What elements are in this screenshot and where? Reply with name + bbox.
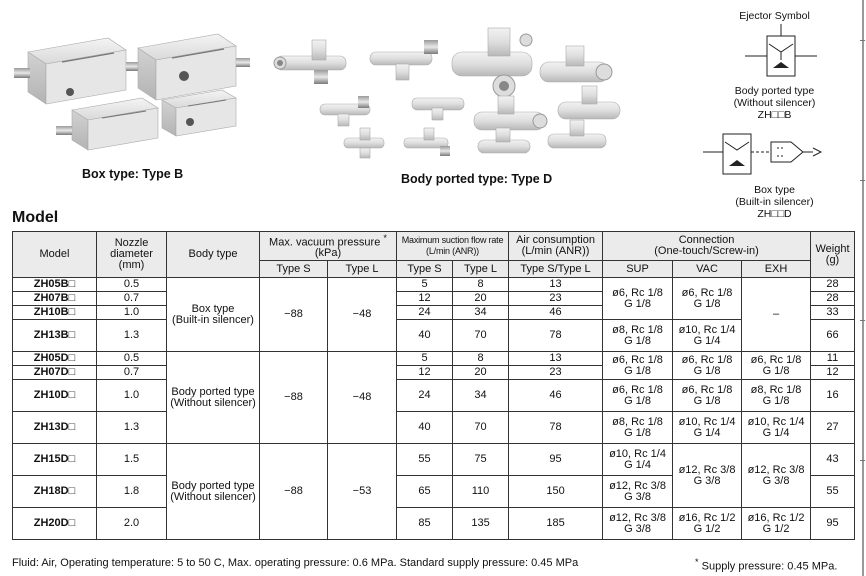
ejector-body-ported-line1: Body ported type [734,85,815,97]
cell-suction-s: 5 [397,352,453,366]
cell-suction-l: 34 [453,380,509,412]
cell-air: 185 [509,508,603,540]
header-vacuum-line2: (kPa) [314,247,342,260]
header-vacuum-type-s: Type S [260,261,328,278]
cell-sup [603,412,673,444]
body-ported-unit-4 [540,46,612,82]
conn-line2: G 1/8 [624,297,651,310]
header-air-line1: Air consumption [516,234,595,246]
header-nozzle-line3: (mm) [118,259,145,271]
cell-model: ZH05B□ [13,278,97,292]
cell-nozzle: 1.0 [97,380,167,412]
cell-sup [603,380,673,412]
conn-line2: G 3/8 [762,474,790,487]
cell-weight: 16 [811,380,855,412]
cell-weight: 28 [811,278,855,292]
header-nozzle-line2: diameter [110,248,153,260]
header-suction-type-l: Type L [453,261,509,278]
edge-tick [860,40,865,41]
conn-line2: G 1/2 [693,522,721,535]
conn-line1: ø6, Rc 1/8 [750,353,802,366]
body-type-line2: (Without silencer) [170,490,256,503]
cell-vac [673,352,742,380]
conn-line2: G 1/8 [693,364,721,377]
ejector-symbol-body-ported [691,24,866,86]
table-row [13,412,855,444]
cell-exh [742,380,811,412]
conn-line1: ø6, Rc 1/8 [681,286,733,299]
cell-suction-l: 70 [453,320,509,352]
ejector-body-ported-line2: (Without silencer) [733,97,816,109]
caption-body-ported-type: Body ported type: Type D [401,172,553,186]
body-ported-unit-6 [412,98,464,120]
cell-nozzle: 1.0 [97,306,167,320]
conn-line2: G 1/4 [693,426,721,439]
page-edge-bar [862,0,864,576]
header-body-type: Body type [167,232,260,278]
conn-line1: ø6, Rc 1/8 [612,383,663,396]
conn-line2: G 1/8 [693,394,721,407]
cell-sup [603,508,673,540]
cell-body-type [167,278,260,352]
cell-weight: 66 [811,320,855,352]
header-sup: SUP [603,261,673,278]
cell-body-type [167,444,260,540]
cell-nozzle: 2.0 [97,508,167,540]
product-photos [0,0,700,200]
cell-vac [673,278,742,320]
edge-tick [860,460,865,461]
conn-line1: ø10, Rc 1/4 [609,447,666,460]
conn-line2: G 1/8 [624,364,651,377]
conn-line2: G 3/8 [624,490,651,503]
cell-suction-l: 20 [453,366,509,380]
cell-vacuum-l: −53 [328,444,397,540]
cell-model: ZH20D□ [13,508,97,540]
cell-sup [603,320,673,352]
cell-vac [673,380,742,412]
cell-vac [673,508,742,540]
cell-suction-s: 24 [397,306,453,320]
header-suction-line2: (L/min (ANR)) [426,246,479,256]
cell-sup [603,444,673,476]
conn-line2: G 1/8 [624,334,651,347]
footnote-conditions: Fluid: Air, Operating temperature: 5 to 50 C, Max. operating pressure: 0.6 MPa. Standard supply pressure: 0.45 MPa [12,557,579,569]
cell-suction-s: 55 [397,444,453,476]
body-ported-unit-11 [478,128,530,153]
conn-line1: ø12, Rc 3/8 [609,479,666,492]
header-suction-line1: Maximum suction flow rate [401,235,504,245]
conn-line1: ø8, Rc 1/8 [612,323,663,336]
cell-suction-l: 34 [453,306,509,320]
cell-nozzle: 0.5 [97,352,167,366]
cell-exh [742,412,811,444]
cell-nozzle: 1.3 [97,320,167,352]
model-spec-table [12,231,855,540]
caption-box-type: Box type: Type B [82,167,184,181]
cell-suction-l: 8 [453,352,509,366]
cell-nozzle: 1.8 [97,476,167,508]
header-suction [397,232,509,261]
cell-vac [673,444,742,508]
cell-suction-l: 135 [453,508,509,540]
header-air [509,232,603,261]
cell-sup [603,476,673,508]
cell-vac [673,320,742,352]
header-weight-line2: (g) [825,253,840,266]
body-ported-unit-1 [274,40,346,84]
header-vacuum-type-l: Type L [328,261,397,278]
cell-suction-l: 110 [453,476,509,508]
ejector-symbol-title: Ejector Symbol [739,10,810,22]
conn-line1: ø16, Rc 1/2 [747,511,805,524]
conn-line2: G 1/4 [693,334,721,347]
cell-nozzle: 0.7 [97,366,167,380]
header-nozzle [97,232,167,278]
header-suction-type-s: Type S [397,261,453,278]
cell-model: ZH10D□ [13,380,97,412]
cell-vacuum-s: −88 [260,278,328,352]
conn-line1: ø16, Rc 1/2 [678,511,736,524]
body-type-line2: (Without silencer) [170,396,256,409]
header-connection-line1: Connection [678,234,735,246]
body-ported-unit-7 [474,96,547,130]
header-connection [603,232,811,261]
cell-body-type [167,352,260,444]
cell-model: ZH18D□ [13,476,97,508]
cell-suction-l: 20 [453,292,509,306]
cell-model: ZH15D□ [13,444,97,476]
body-ported-unit-5 [320,96,370,126]
conn-line2: G 1/8 [762,394,790,407]
cell-air: 23 [509,366,603,380]
conn-line1: ø10, Rc 1/4 [678,415,736,428]
table-row [13,508,855,540]
footnote-supply-pressure [695,557,837,573]
conn-line1: ø6, Rc 1/8 [612,353,663,366]
cell-model: ZH07D□ [13,366,97,380]
header-vacuum-line1: Max. vacuum pressure [269,236,381,249]
cell-weight: 43 [811,444,855,476]
conn-line1: ø6, Rc 1/8 [681,353,733,366]
body-type-line1: Body ported type [171,479,255,492]
conn-line2: G 3/8 [693,474,721,487]
cell-sup [603,352,673,380]
ejector-box-type-line1: Box type [754,184,795,196]
cell-weight: 11 [811,352,855,366]
table-row [13,278,855,292]
conn-line1: ø12, Rc 3/8 [678,463,736,476]
conn-line1: ø6, Rc 1/8 [612,286,663,299]
cell-vacuum-s: −88 [260,352,328,444]
cell-weight: 55 [811,476,855,508]
cell-exh [742,508,811,540]
conn-line1: ø12, Rc 3/8 [609,511,666,524]
cell-nozzle: 0.5 [97,278,167,292]
cell-exh: – [742,278,811,352]
cell-weight: 12 [811,366,855,380]
body-ported-unit-10 [404,128,450,156]
ejector-body-ported-model: ZH□□B [757,109,792,121]
table-row [13,352,855,366]
cell-vacuum-l: −48 [328,278,397,352]
cell-weight: 33 [811,306,855,320]
header-nozzle-line1: Nozzle [114,237,149,249]
cell-exh [742,444,811,508]
conn-line2: G 1/4 [762,426,790,439]
cell-exh [742,352,811,380]
header-model: Model [13,232,97,278]
footnote-supply-text: Supply pressure: 0.45 MPa. [701,560,838,573]
body-ported-unit-2 [370,40,438,80]
conn-line1: ø12, Rc 3/8 [747,463,805,476]
cell-air: 150 [509,476,603,508]
ejector-symbol-panel [691,0,866,225]
cell-suction-s: 40 [397,320,453,352]
cell-weight: 28 [811,292,855,306]
body-type-line1: Body ported type [171,385,255,398]
cell-suction-s: 24 [397,380,453,412]
cell-suction-s: 12 [397,292,453,306]
conn-line2: G 1/2 [762,522,790,535]
body-ported-unit-12 [548,120,606,148]
section-title: Model [12,209,59,226]
box-type-unit-3 [56,98,158,150]
ejector-box-type-line2: (Built-in silencer) [735,196,814,208]
cell-vacuum-l: −48 [328,352,397,444]
body-type-line1: Box type [191,302,235,315]
cell-air: 78 [509,320,603,352]
box-type-unit-1 [14,38,140,104]
edge-tick [860,180,865,181]
cell-model: ZH13B□ [13,320,97,352]
cell-air: 13 [509,352,603,366]
header-vacuum [260,232,397,261]
cell-vac [673,412,742,444]
table-row [13,444,855,476]
cell-nozzle: 0.7 [97,292,167,306]
cell-weight: 95 [811,508,855,540]
cell-suction-s: 65 [397,476,453,508]
footnote-mark: * [695,557,699,567]
conn-line2: G 1/8 [693,297,721,310]
header-exh: EXH [742,261,811,278]
cell-air: 46 [509,380,603,412]
cell-air: 78 [509,412,603,444]
cell-air: 13 [509,278,603,292]
cell-model: ZH05D□ [13,352,97,366]
conn-line1: ø10, Rc 1/4 [747,415,805,428]
cell-model: ZH07B□ [13,292,97,306]
cell-model: ZH10B□ [13,306,97,320]
header-vacuum-mark: * [383,232,387,243]
header-air-type-sl: Type S/Type L [509,261,603,278]
cell-suction-l: 8 [453,278,509,292]
cell-suction-l: 70 [453,412,509,444]
conn-line1: ø8, Rc 1/8 [612,415,663,428]
body-ported-unit-3 [452,28,532,97]
cell-nozzle: 1.5 [97,444,167,476]
cell-air: 23 [509,292,603,306]
header-weight-line1: Weight [815,242,850,255]
conn-line1: ø6, Rc 1/8 [681,383,733,396]
body-type-line2: (Built-in silencer) [172,313,254,326]
header-connection-line2: (One-touch/Screw-in) [654,245,759,257]
cell-suction-s: 85 [397,508,453,540]
conn-line2: G 1/8 [624,394,651,407]
box-type-unit-2 [138,34,250,100]
conn-line2: G 3/8 [624,522,651,535]
cell-sup [603,278,673,320]
cell-weight: 27 [811,412,855,444]
cell-model: ZH13D□ [13,412,97,444]
ejector-symbol-box-type [691,128,866,184]
cell-air: 46 [509,306,603,320]
conn-line2: G 1/8 [624,426,651,439]
cell-suction-s: 5 [397,278,453,292]
header-air-line2: (L/min (ANR)) [521,245,590,257]
conn-line1: ø10, Rc 1/4 [678,323,736,336]
header-vac: VAC [673,261,742,278]
cell-nozzle: 1.3 [97,412,167,444]
body-ported-unit-9 [344,128,384,158]
edge-tick [860,320,865,321]
cell-suction-s: 40 [397,412,453,444]
header-weight [811,232,855,278]
conn-line1: ø8, Rc 1/8 [750,383,802,396]
table-row [13,320,855,352]
conn-line2: G 1/4 [624,458,651,471]
cell-suction-l: 75 [453,444,509,476]
body-ported-unit-8 [558,86,620,119]
cell-air: 95 [509,444,603,476]
table-row [13,380,855,412]
cell-vacuum-s: −88 [260,444,328,540]
ejector-box-type-model: ZH□□D [757,208,792,220]
cell-suction-s: 12 [397,366,453,380]
conn-line2: G 1/8 [762,364,790,377]
